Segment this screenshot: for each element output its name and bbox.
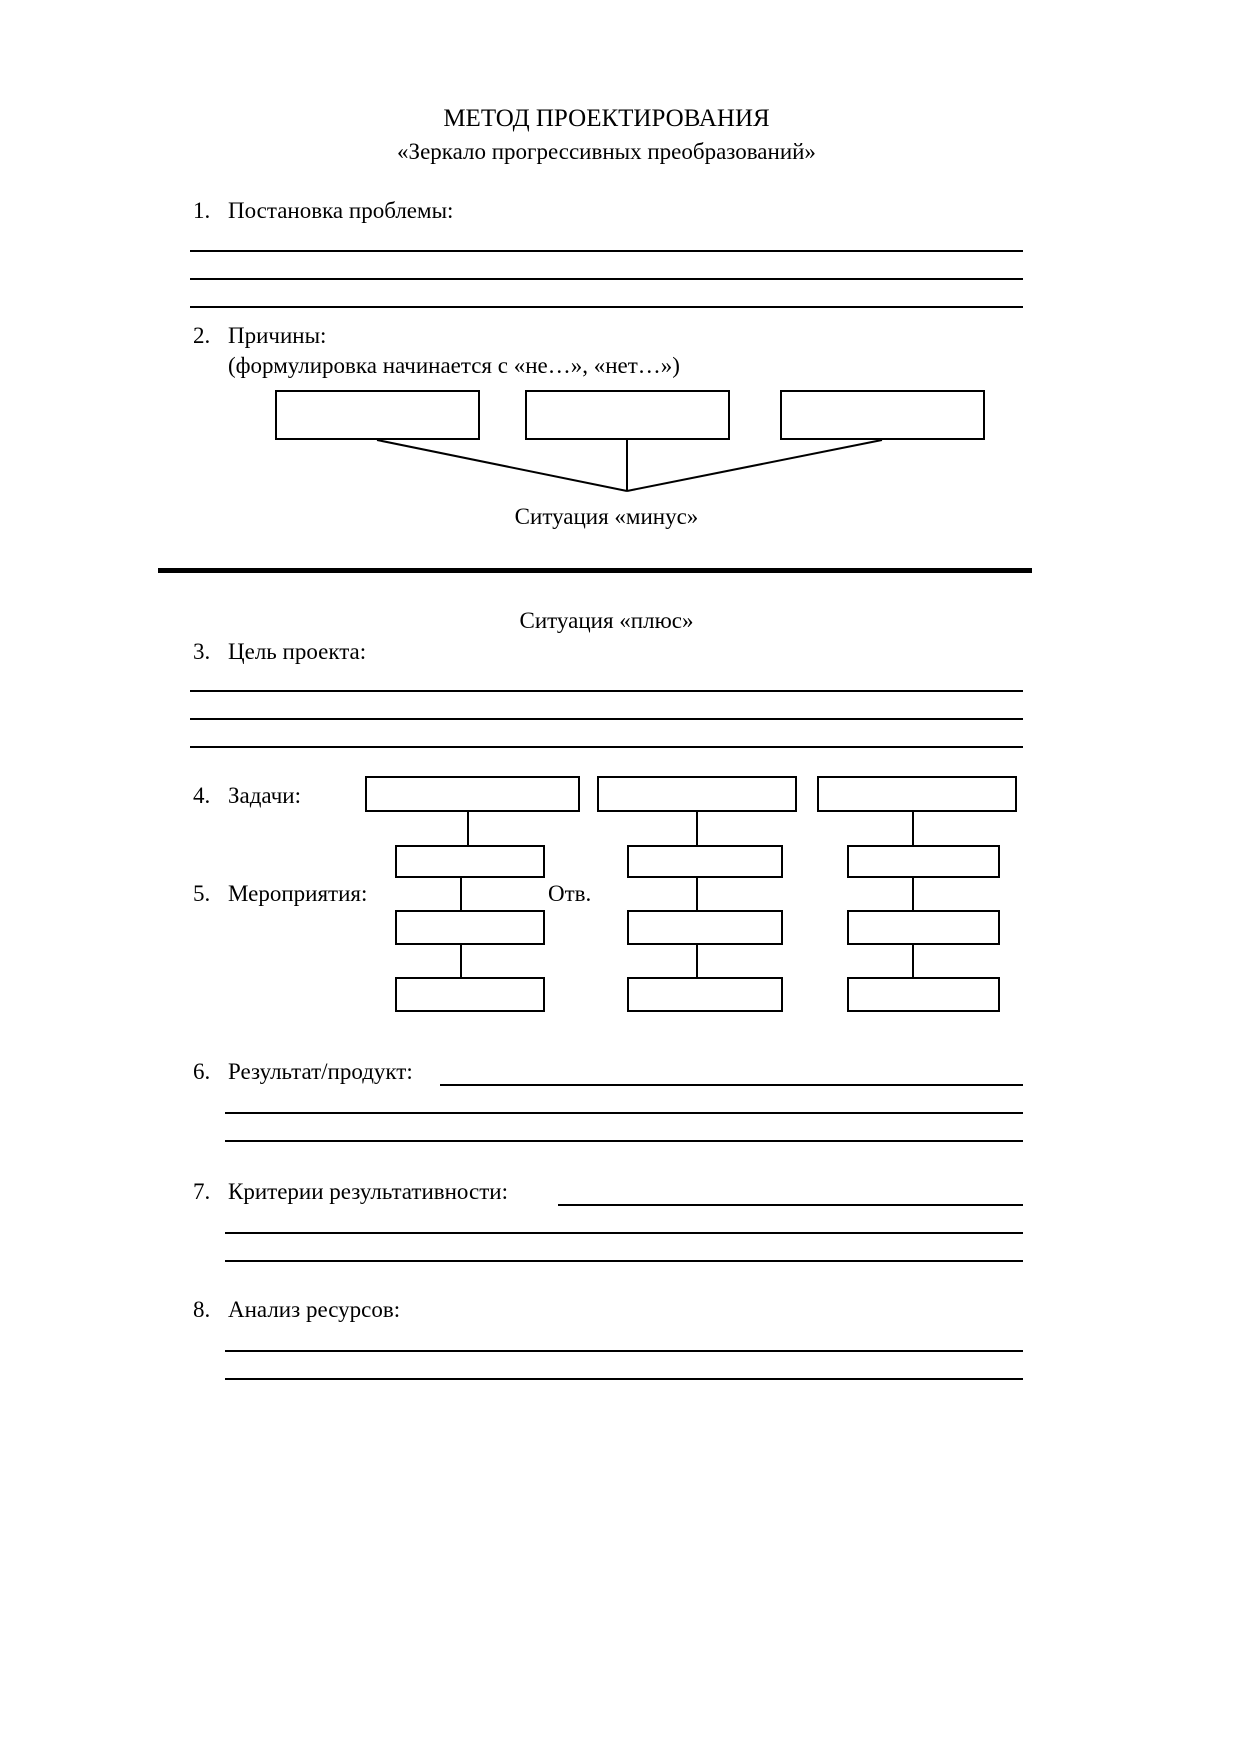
activity-box-2-3 <box>627 977 783 1012</box>
item-7-label: Критерии результативности: <box>228 1179 508 1204</box>
activity-box-1-1 <box>395 845 545 878</box>
task-box-3 <box>817 776 1017 812</box>
connector-line <box>912 812 914 845</box>
item-5-responsible-label: Отв. <box>548 881 592 906</box>
item-6-number: 6. <box>193 1059 211 1084</box>
situation-minus-label: Ситуация «минус» <box>514 504 699 529</box>
connector-line <box>696 812 698 845</box>
blank-line <box>190 278 1023 280</box>
task-box-1 <box>365 776 580 812</box>
blank-line <box>440 1084 1023 1086</box>
blank-line <box>225 1232 1023 1234</box>
blank-line <box>225 1112 1023 1114</box>
blank-line <box>225 1378 1023 1380</box>
item-2-label: Причины: <box>228 323 327 348</box>
situation-plus-label: Ситуация «плюс» <box>519 608 694 633</box>
activity-box-2-1 <box>627 845 783 878</box>
activity-box-1-3 <box>395 977 545 1012</box>
item-6-label: Результат/продукт: <box>228 1059 413 1084</box>
blank-line <box>558 1204 1023 1206</box>
item-3-label: Цель проекта: <box>228 639 367 664</box>
connector-line <box>912 945 914 977</box>
item-1-number: 1. <box>193 198 211 223</box>
cause-box-2 <box>525 390 730 440</box>
connector-line <box>460 945 462 977</box>
blank-line <box>190 746 1023 748</box>
cause-box-1 <box>275 390 480 440</box>
blank-line <box>190 250 1023 252</box>
item-4-number: 4. <box>193 783 211 808</box>
page-title: МЕТОД ПРОЕКТИРОВАНИЯ <box>443 105 770 132</box>
activity-box-3-3 <box>847 977 1000 1012</box>
connector-line <box>912 878 914 910</box>
item-7-number: 7. <box>193 1179 211 1204</box>
blank-line <box>225 1350 1023 1352</box>
item-3-number: 3. <box>193 639 211 664</box>
causes-connector-lines <box>270 438 895 496</box>
activity-box-3-2 <box>847 910 1000 945</box>
activity-box-2-2 <box>627 910 783 945</box>
item-4-label: Задачи: <box>228 783 301 808</box>
item-2-number: 2. <box>193 323 211 348</box>
item-1-label: Постановка проблемы: <box>228 198 454 223</box>
connector-line <box>467 812 469 845</box>
page-subtitle: «Зеркало прогрессивных преобразований» <box>397 139 816 164</box>
item-2-hint: (формулировка начинается с «не…», «нет…») <box>228 353 680 378</box>
activity-box-3-1 <box>847 845 1000 878</box>
divider-line <box>158 568 1032 573</box>
blank-line <box>190 690 1023 692</box>
connector-line <box>696 878 698 910</box>
cause-box-3 <box>780 390 985 440</box>
blank-line <box>190 718 1023 720</box>
item-5-number: 5. <box>193 881 211 906</box>
connector-line <box>460 878 462 910</box>
blank-line <box>225 1260 1023 1262</box>
item-5-label: Мероприятия: <box>228 881 368 906</box>
blank-line <box>190 306 1023 308</box>
activity-box-1-2 <box>395 910 545 945</box>
item-8-number: 8. <box>193 1297 211 1322</box>
item-8-label: Анализ ресурсов: <box>228 1297 401 1322</box>
blank-line <box>225 1140 1023 1142</box>
task-box-2 <box>597 776 797 812</box>
